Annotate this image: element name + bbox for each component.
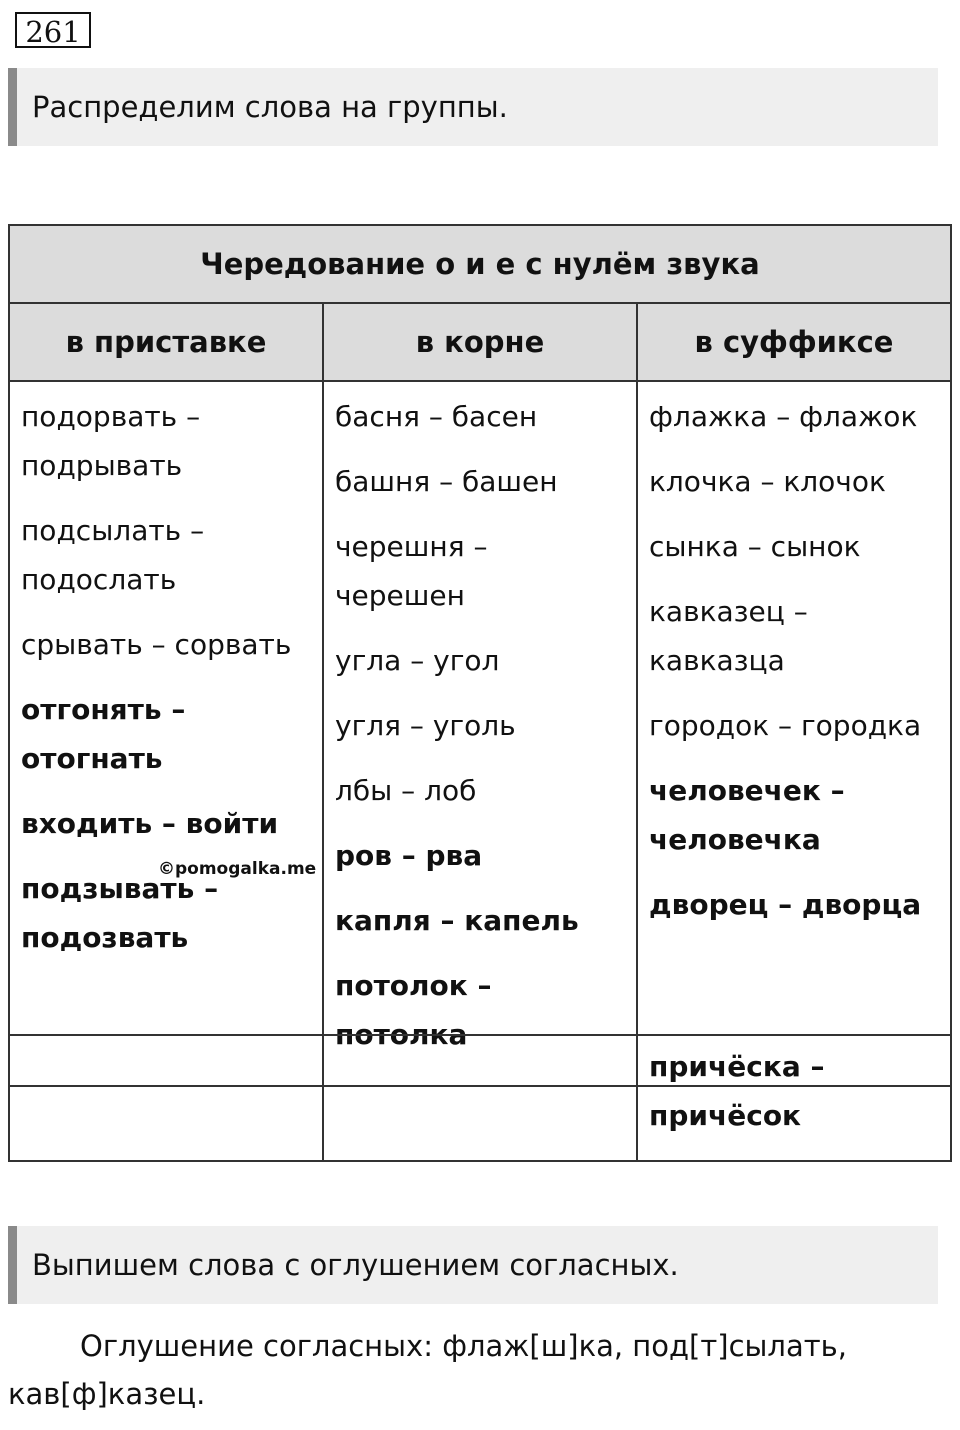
word-line: человечек – xyxy=(649,774,845,807)
instruction-note: Выпишем слова с оглушением согласных. xyxy=(8,1226,938,1304)
word-line: человечка xyxy=(649,823,821,856)
word-pair xyxy=(335,522,626,620)
word-pair xyxy=(335,896,626,945)
word-line: кавказца xyxy=(649,644,785,677)
alternation-table xyxy=(8,224,952,1087)
table-title: Чередование о и е с нулём звука xyxy=(9,225,951,303)
word-line: черешен xyxy=(335,579,465,612)
answer-line: Оглушение согласных: флаж[ш]ка, под[т]сылать, кав[ф]казец. xyxy=(8,1329,847,1411)
word-line: отогнать xyxy=(21,742,163,775)
word-line: черешня – xyxy=(335,530,488,563)
suffix-column xyxy=(637,381,951,1086)
column-header-root: в корне xyxy=(323,303,637,381)
column-header-suffix: в суффиксе xyxy=(637,303,951,381)
word-line: входить – войти xyxy=(21,807,279,840)
word-line: клочка – клочок xyxy=(649,465,886,498)
extra-suffix-cell xyxy=(637,1035,951,1161)
word-line: отгонять – xyxy=(21,693,186,726)
word-line: дворец – дворца xyxy=(649,888,922,921)
column-header-prefix: в приставке xyxy=(9,303,323,381)
answer-text xyxy=(8,1322,938,1418)
extra-table xyxy=(8,1034,952,1162)
word-line: сынка – сынок xyxy=(649,530,861,563)
word-pair xyxy=(649,766,940,864)
word-line: кавказец – xyxy=(649,595,808,628)
word-line: башня – башен xyxy=(335,465,558,498)
word-pair xyxy=(649,587,940,685)
word-line: подозвать xyxy=(21,921,189,954)
word-pair xyxy=(335,392,626,441)
word-line: ров – рва xyxy=(335,839,483,872)
watermark: ©pomogalka.me xyxy=(158,859,317,879)
word-line: угла – угол xyxy=(335,644,500,677)
word-pair xyxy=(335,766,626,815)
word-line: причёсок xyxy=(649,1099,802,1132)
word-line: городок – городка xyxy=(649,709,922,742)
word-pair xyxy=(21,506,312,604)
root-column xyxy=(323,381,637,1086)
word-pair xyxy=(335,831,626,880)
word-line: лбы – лоб xyxy=(335,774,477,807)
word-line: подослать xyxy=(21,563,177,596)
word-line: причёска – xyxy=(649,1050,825,1083)
word-line: подорвать – xyxy=(21,400,201,433)
extra-empty-cell xyxy=(323,1035,637,1161)
word-pair xyxy=(335,457,626,506)
word-line: подзывать – xyxy=(21,872,219,905)
word-pair xyxy=(649,457,940,506)
word-pair xyxy=(21,799,312,848)
word-pair xyxy=(21,392,312,490)
word-pair xyxy=(21,620,312,669)
word-line: флажка – флажок xyxy=(649,400,918,433)
prefix-column xyxy=(9,381,323,1086)
word-pair xyxy=(649,701,940,750)
word-line: срывать – сорвать xyxy=(21,628,292,661)
word-line: басня – басен xyxy=(335,400,538,433)
extra-empty-cell xyxy=(9,1035,323,1161)
word-pair xyxy=(649,1042,940,1140)
word-pair xyxy=(649,880,940,929)
word-line: подрывать xyxy=(21,449,183,482)
word-line: потолок – потолка xyxy=(335,969,492,1051)
word-line: капля – капель xyxy=(335,904,579,937)
word-line: подсылать – xyxy=(21,514,205,547)
instruction-note: Распределим слова на группы. xyxy=(8,68,938,146)
word-pair xyxy=(335,701,626,750)
word-pair xyxy=(21,685,312,783)
task-number: 261 xyxy=(15,12,91,48)
word-pair xyxy=(649,522,940,571)
word-pair xyxy=(335,636,626,685)
word-line: угля – уголь xyxy=(335,709,516,742)
word-pair xyxy=(649,392,940,441)
